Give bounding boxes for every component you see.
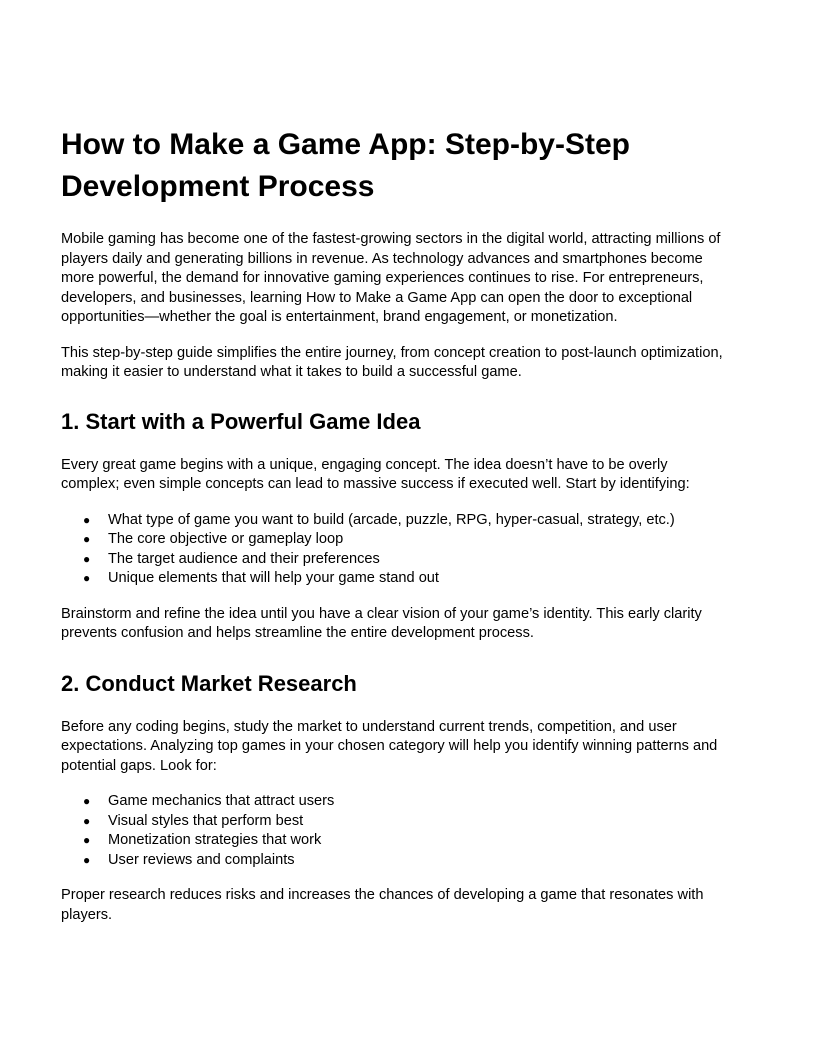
bullet-icon: ●	[83, 551, 91, 566]
list-item: ● Visual styles that perform best	[61, 812, 729, 832]
bullet-icon: ●	[83, 813, 91, 828]
list-item: ● User reviews and complaints	[61, 851, 729, 871]
bullet-icon: ●	[83, 794, 91, 808]
list-item: ● What type of game you want to build (arcade, puzzle, RPG, hyper-casual, strategy, etc.)	[61, 511, 729, 531]
section-paragraph: Before any coding begins, study the market to understand current trends, competition, and user expectations. Analyzing top games in your chosen category will help you identify winning patterns and potential gaps. Look for:	[61, 718, 718, 774]
page-title: How to Make a Game App: Step-by-Step Development Process	[61, 128, 630, 203]
section-game-idea	[61, 408, 729, 644]
section-closing: Proper research reduces risks and increases the chances of developing a game that resonates with players.	[61, 887, 704, 923]
bullet-list	[61, 511, 729, 589]
list-item: ● Unique elements that will help your game stand out	[61, 569, 729, 589]
section-heading: 2. Conduct Market Research	[61, 670, 357, 696]
list-item: ● The core objective or gameplay loop	[61, 530, 729, 550]
bullet-icon: ●	[83, 532, 91, 546]
list-item: ● Monetization strategies that work	[61, 831, 729, 851]
bullet-icon: ●	[83, 833, 91, 847]
bullet-icon: ●	[83, 571, 91, 585]
list-item: ● The target audience and their preferences	[61, 550, 729, 570]
document-page	[61, 124, 729, 941]
bullet-icon: ●	[83, 852, 91, 867]
section-closing: Brainstorm and refine the idea until you have a clear vision of your game’s identity. This early clarity prevents confusion and helps streamline the entire development process.	[61, 605, 702, 641]
intro-paragraph: This step-by-step guide simplifies the entire journey, from concept creation to post-launch optimization, making it easier to understand what it takes to build a successful game.	[61, 344, 723, 380]
section-market-research	[61, 670, 729, 926]
section-paragraph: Every great game begins with a unique, engaging concept. The idea doesn’t have to be overly complex; even simple concepts can lead to massive success if executed well. Start by identifying:	[61, 456, 690, 492]
bullet-list	[61, 792, 729, 870]
section-heading: 1. Start with a Powerful Game Idea	[61, 408, 421, 434]
bullet-icon: ●	[83, 512, 91, 527]
list-item: ● Game mechanics that attract users	[61, 792, 729, 812]
intro-paragraph: Mobile gaming has become one of the fastest-growing sectors in the digital world, attracting millions of players daily and generating billions in revenue. As technology advances and smartphones become more powerful, the demand for innovative gaming experiences continues to rise. For entrepreneurs, developers, and businesses, learning How to Make a Game App can open the door to exceptional opportunities—whether the goal is entertainment, brand engagement, or monetization.	[61, 231, 721, 325]
